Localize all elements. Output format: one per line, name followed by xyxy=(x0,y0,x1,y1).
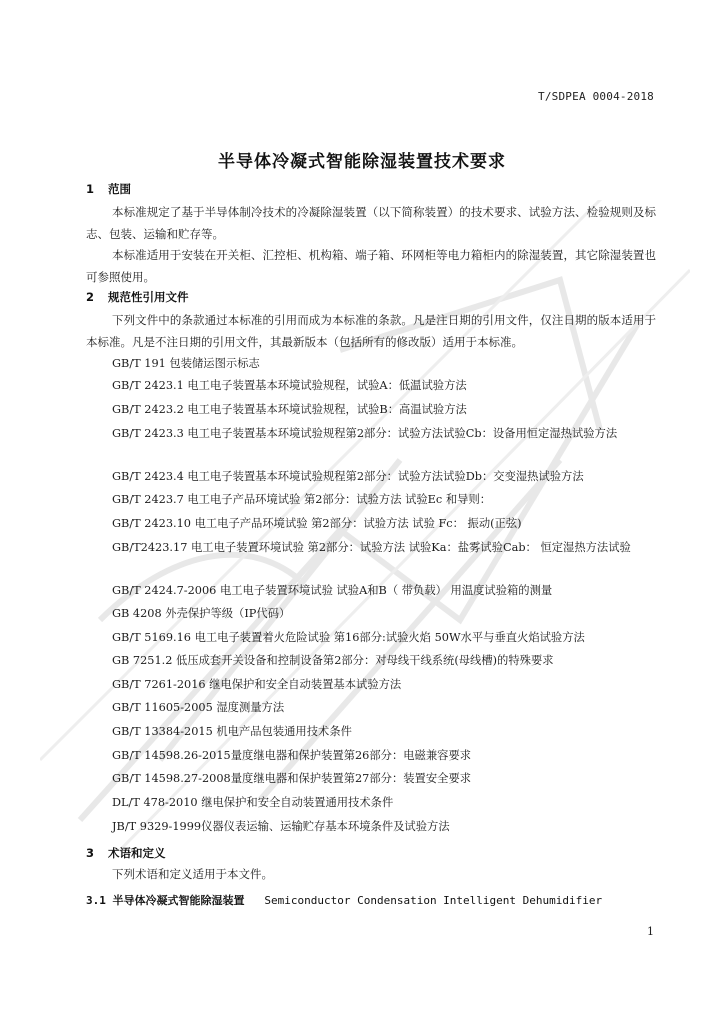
reference-item: JB/T 9329-1999仪器仪表运输、运输贮存基本环境条件及试验方法 xyxy=(112,820,450,833)
reference-item: GB 4208 外壳保护等级（IP代码） xyxy=(112,607,291,620)
section-title: 范围 xyxy=(108,182,131,196)
reference-item: GB/T 191 包装储运图示标志 xyxy=(112,357,260,370)
reference-item: GB/T 2423.1 电工电子装置基本环境试验规程，试验A：低温试验方法 xyxy=(112,379,467,392)
scope-paragraph-2: 本标准适用于安装在开关柜、汇控柜、机构箱、端子箱、环网柜等电力箱柜内的除湿装置，其它除湿装置也可参照使用。 xyxy=(86,248,656,284)
section-number: 3 xyxy=(86,846,95,860)
reference-item: GB/T 5169.16 电工电子装置着火危险试验 第16部分:试验火焰 50W水平与垂直火焰试验方法 xyxy=(112,631,585,644)
document-title: 半导体冷凝式智能除湿装置技术要求 xyxy=(218,152,506,172)
reference-item: GB 7251.2 低压成套开关设备和控制设备第2部分：对母线干线系统(母线槽)的特殊要求 xyxy=(112,654,554,667)
document-code: T/SDPEA 0004-2018 xyxy=(538,90,654,103)
reference-item: GB/T 14598.27-2008量度继电器和保护装置第27部分：装置安全要求 xyxy=(112,772,472,785)
section-title: 规范性引用文件 xyxy=(108,290,189,304)
reference-item: GB/T 11605-2005 湿度测量方法 xyxy=(112,701,285,714)
section-heading-terms xyxy=(86,845,166,861)
section-number: 2 xyxy=(86,290,95,304)
term-chinese: 半导体冷凝式智能除湿装置 xyxy=(112,894,245,907)
term-english: Semiconductor Condensation Intelligent Dehumidifier xyxy=(264,894,603,907)
reference-item: GB/T 13384-2015 机电产品包装通用技术条件 xyxy=(112,725,352,738)
reference-item: GB/T 2423.7 电工电子产品环境试验 第2部分：试验方法 试验Ec 和导则： xyxy=(112,493,492,506)
normative-intro: 下列文件中的条款通过本标准的引用而成为本标准的条款。凡是注日期的引用文件，仅注日期的版本适用于本标准。凡是不注日期的引用文件，其最新版本（包括所有的修改版）适用于本标准。 xyxy=(86,313,656,349)
reference-item: GB/T 2423.4 电工电子装置基本环境试验规程第2部分：试验方法试验Db：交变湿热试验方法 xyxy=(112,470,584,483)
page-number: 1 xyxy=(647,925,654,938)
reference-item: DL/T 478-2010 继电保护和安全自动装置通用技术条件 xyxy=(112,796,394,809)
reference-item: GB/T 7261-2016 继电保护和安全自动装置基本试验方法 xyxy=(112,678,402,691)
terms-intro: 下列术语和定义适用于本文件。 xyxy=(112,867,273,881)
section-number: 1 xyxy=(86,182,95,196)
section-heading-normative xyxy=(86,289,189,305)
scope-paragraph-1: 本标准规定了基于半导体制冷技术的冷凝除湿装置（以下简称装置）的技术要求、试验方法、检验规则及标志、包装、运输和贮存等。 xyxy=(86,205,656,241)
reference-item: GB/T2423.17 电工电子装置环境试验 第2部分：试验方法 试验Ka：盐雾试验Cab： 恒定湿热方法试验 xyxy=(112,541,631,554)
reference-item: GB/T 2424.7-2006 电工电子装置环境试验 试验A和B（ 带负载） 用温度试验箱的测量 xyxy=(112,584,553,597)
reference-item: GB/T 2423.3 电工电子装置基本环境试验规程第2部分：试验方法试验Cb：设备用恒定湿热试验方法 xyxy=(112,427,618,440)
reference-item: GB/T 2423.10 电工电子产品环境试验 第2部分：试验方法 试验 Fc： 振动(正弦) xyxy=(112,517,522,530)
section-title: 术语和定义 xyxy=(108,846,166,860)
reference-item: GB/T 14598.26-2015量度继电器和保护装置第26部分：电磁兼容要求 xyxy=(112,749,472,762)
reference-item: GB/T 2423.2 电工电子装置基本环境试验规程，试验B：高温试验方法 xyxy=(112,403,467,416)
term-definition-heading xyxy=(86,892,686,908)
term-number: 3.1 xyxy=(86,894,106,907)
section-heading-scope xyxy=(86,181,131,197)
